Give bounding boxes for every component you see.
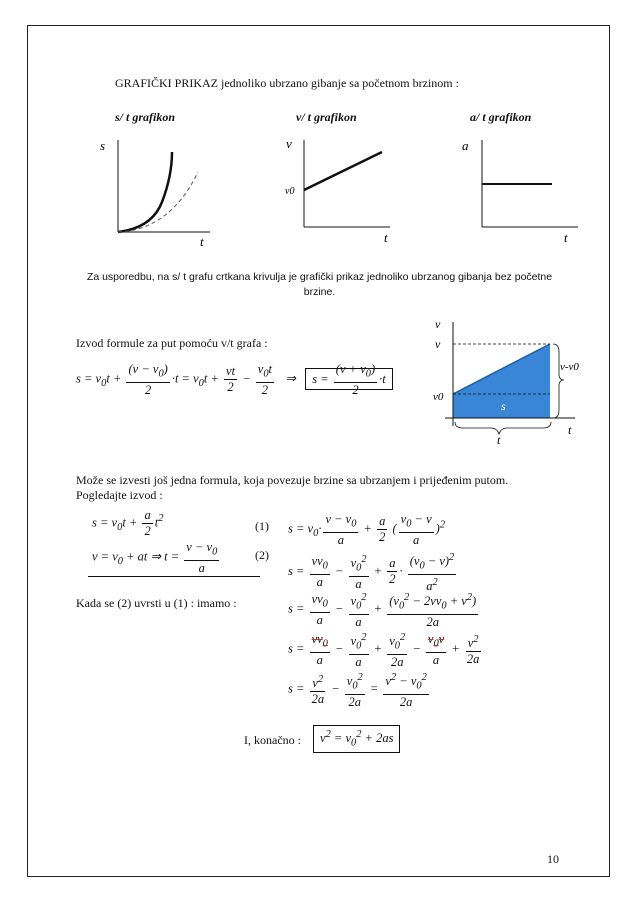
step-2: s = $\frac{vv_0}{a}$ − $\frac{v_0^2}{a}$ + $\frac{a}{2}$ · $\frac{(v_0 - v)^2}{a^2}$ (288, 552, 455, 593)
at-graph (460, 132, 585, 252)
step-3: s = $\frac{vv_0}{a}$ − $\frac{v_0^2}{a}$ + $\frac{(v_0^2 - 2vv_0 + v^2)}{2a}$ (288, 592, 477, 629)
note-text: Za usporedbu, na s/ t grafu crtkana krivulja je grafički prikaz jednoliko ubrzanog gibanja bez početne brzine. (86, 271, 553, 298)
step-4: s = $\frac{vv_0}{a}$ − $\frac{v_0^2}{a}$ + $\frac{v_0^2}{2a}$ − $\frac{v_0v}{a}$ + $\frac{v^2}{2a}$ (288, 632, 480, 669)
equation-1: $s = v_0t$ + $\frac{a}{2}$ $t^2$ (92, 508, 164, 538)
page-number: 10 (547, 852, 559, 866)
vt-x-label: t (384, 230, 388, 245)
vt-graph (282, 132, 397, 252)
area-s-label: s (501, 399, 506, 413)
st-curve-solid (118, 152, 172, 232)
area-v-label: v (435, 337, 441, 351)
step-5: s = $\frac{v^2}{2a}$ − $\frac{v_0^2}{2a}$ = $\frac{v^2 - v_0^2}{2a}$ (288, 672, 427, 709)
st-y-label: s (100, 138, 106, 153)
st-graph-label: s/ t grafikon (115, 110, 176, 124)
area-graph (425, 318, 585, 448)
divider (88, 576, 260, 577)
final-formula: $v^2 = v_0^2 + 2as$ (313, 725, 400, 753)
st-x-label: t (200, 234, 204, 249)
vt-v0-label: v0 (285, 186, 295, 197)
step-1: $s = v_0\cdot$ $\frac{v - v_0}{a}$ + $\frac{a}{2}$ ( $\frac{v_0 - v}{a}$ )$^2$ (288, 512, 446, 547)
equation-2: $v = v_0$ + at ⇒ t = $\frac{v - v_0}{a}$ (92, 540, 218, 575)
equation-1-label: (1) (255, 519, 269, 533)
area-t-axis-label: t (568, 423, 572, 437)
vt-graph-label: v/ t grafikon (296, 110, 357, 124)
equation-2-label: (2) (255, 548, 269, 562)
vt-line (304, 152, 382, 190)
area-t-label: t (497, 433, 501, 447)
derivation-heading: Izvod formule za put pomoću v/t grafa : (76, 336, 268, 350)
paragraph-line2: Pogledajte izvod : (76, 488, 163, 502)
boxed-formula-s: s = $\frac{(v + v_0)}{2}$ ·t (305, 368, 393, 390)
section-title: GRAFIČKI PRIKAZ jednoliko ubrzano gibanje sa početnom brzinom : (115, 76, 459, 90)
area-v-minus-v0-label: v-v0 (560, 361, 579, 373)
area-v0-label: v0 (433, 391, 444, 403)
area-v-axis-label: v (435, 318, 441, 331)
at-x-label: t (564, 230, 568, 245)
st-graph (90, 132, 220, 252)
at-y-label: a (462, 138, 469, 153)
final-label: I, konačno : (244, 733, 301, 747)
formula-s-from-area: $s = v_0t$ + $\frac{(v - v_0)}{2}$ $\cdot t = v_0t$ + $\frac{vt}{2}$ − $\frac{v_0t}{2}$ ⇒ s = $\frac{(v + v_0)}{2}$ ·t (76, 362, 393, 398)
paragraph-line1: Može se izvesti još jedna formula, koja povezuje brzine sa ubrzanjem i prijeđenim putom. (76, 473, 509, 487)
vt-y-label: v (286, 136, 292, 151)
at-graph-label: a/ t grafikon (470, 110, 532, 124)
st-curve-dashed (118, 172, 198, 232)
substitution-text: Kada se (2) uvrsti u (1) : imamo : (76, 596, 237, 610)
